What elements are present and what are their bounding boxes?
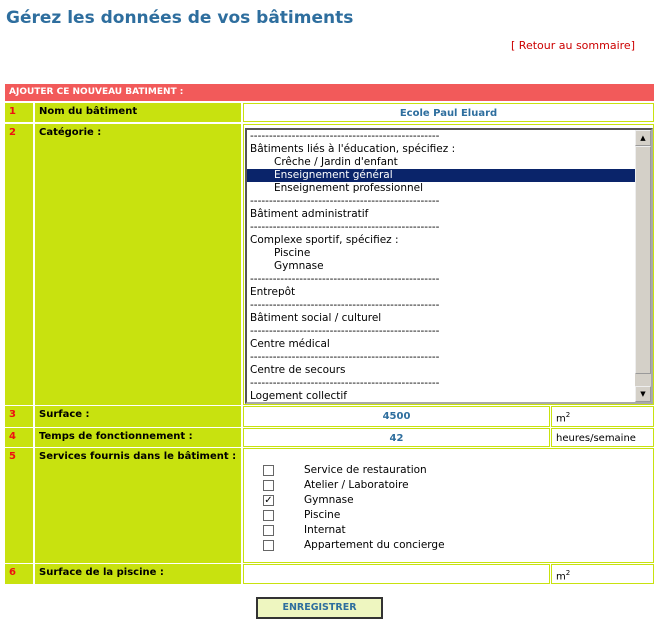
row-number: 5: [5, 448, 33, 563]
building-form: [5, 84, 654, 585]
unit-exponent: 2: [565, 411, 571, 419]
operating-time-unit: heures/semaine: [551, 428, 654, 447]
page-title: Gérez les données de vos bâtiments: [6, 8, 354, 28]
category-option[interactable]: --------------------------------------------------: [250, 325, 440, 337]
category-options: [247, 130, 637, 403]
service-label: Internat: [304, 524, 346, 536]
unit-exponent: 2: [565, 569, 571, 577]
category-option[interactable]: Centre de secours: [250, 364, 346, 376]
row-number: 2: [5, 124, 33, 405]
pool-surface-label: Surface de la piscine :: [35, 564, 241, 584]
surface-label: Surface :: [35, 406, 241, 427]
back-link-wrapper: [511, 39, 635, 52]
category-option[interactable]: Bâtiment social / culturel: [250, 312, 382, 324]
category-option[interactable]: Centre médical: [250, 338, 330, 350]
checkbox[interactable]: [263, 540, 274, 551]
row-number: 6: [5, 564, 33, 584]
category-option[interactable]: --------------------------------------------------: [250, 130, 440, 142]
service-label: Service de restauration: [304, 464, 427, 476]
category-option[interactable]: --------------------------------------------------: [250, 299, 440, 311]
row-operating-time: [5, 428, 654, 447]
pool-surface-input[interactable]: [243, 564, 550, 584]
category-option[interactable]: Gymnase: [274, 260, 324, 272]
category-option[interactable]: Piscine: [274, 247, 311, 259]
category-option[interactable]: Bâtiments liés à l'éducation, spécifiez :: [250, 143, 456, 155]
category-option[interactable]: --------------------------------------------------: [250, 351, 440, 363]
bracket-open: [: [511, 39, 516, 52]
form-header: AJOUTER CE NOUVEAU BATIMENT :: [5, 84, 654, 101]
row-building-name: [5, 103, 654, 122]
checkmark-icon[interactable]: ✓: [264, 495, 273, 506]
category-option[interactable]: Enseignement professionnel: [274, 182, 424, 194]
category-option[interactable]: --------------------------------------------------: [250, 273, 440, 285]
service-label: Gymnase: [304, 494, 354, 506]
row-pool-surface: [5, 564, 654, 584]
category-option[interactable]: --------------------------------------------------: [250, 377, 440, 389]
category-option[interactable]: --------------------------------------------------: [250, 195, 440, 207]
row-number: 1: [5, 103, 33, 122]
arrow-up-icon[interactable]: ▲: [635, 130, 651, 146]
category-option[interactable]: Enseignement général: [247, 169, 637, 182]
save-button[interactable]: ENREGISTRER: [256, 597, 383, 619]
checkbox[interactable]: [263, 510, 274, 521]
category-label: Catégorie :: [35, 124, 241, 405]
surface-unit: [551, 406, 654, 427]
category-select[interactable]: [245, 128, 653, 404]
service-label: Atelier / Laboratoire: [304, 479, 409, 491]
building-name-input[interactable]: Ecole Paul Eluard: [243, 103, 654, 122]
bracket-close: ]: [630, 39, 635, 52]
category-option[interactable]: Bâtiment administratif: [250, 208, 369, 220]
checkbox[interactable]: [263, 525, 274, 536]
back-to-summary-link[interactable]: Retour au sommaire: [518, 39, 631, 52]
checkbox[interactable]: [263, 480, 274, 491]
service-label: Appartement du concierge: [304, 539, 445, 551]
scrollbar-thumb[interactable]: [635, 146, 651, 374]
category-scrollbar[interactable]: [635, 130, 651, 402]
unit-text: m: [556, 413, 566, 425]
row-number: 3: [5, 406, 33, 427]
row-surface: [5, 406, 654, 427]
unit-text: m: [556, 571, 566, 583]
operating-time-input[interactable]: 42: [243, 428, 550, 447]
services-label: Services fournis dans le bâtiment :: [35, 448, 241, 563]
category-option[interactable]: Logement collectif: [250, 390, 348, 402]
category-option[interactable]: Crêche / Jardin d'enfant: [274, 156, 398, 168]
category-option[interactable]: Complexe sportif, spécifiez :: [250, 234, 399, 246]
surface-input[interactable]: 4500: [243, 406, 550, 427]
building-name-label: Nom du bâtiment: [35, 103, 241, 122]
arrow-down-icon[interactable]: ▼: [635, 386, 651, 402]
operating-time-label: Temps de fonctionnement :: [35, 428, 241, 447]
service-label: Piscine: [304, 509, 341, 521]
row-number: 4: [5, 428, 33, 447]
category-option[interactable]: --------------------------------------------------: [250, 221, 440, 233]
pool-surface-unit: [551, 564, 654, 584]
checkbox[interactable]: [263, 465, 274, 476]
category-option[interactable]: Entrepôt: [250, 286, 296, 298]
